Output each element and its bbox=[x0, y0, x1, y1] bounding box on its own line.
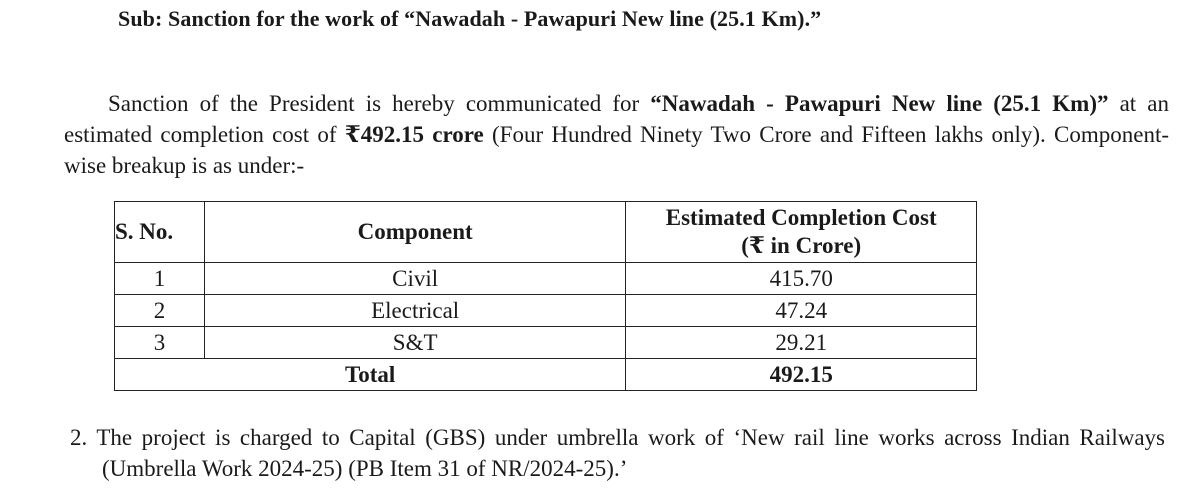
row-component: Civil bbox=[204, 263, 625, 295]
row-component: S&T bbox=[204, 327, 625, 359]
total-value: 492.15 bbox=[626, 359, 977, 391]
header-component: Component bbox=[204, 202, 625, 263]
table-row bbox=[115, 327, 977, 359]
cost-breakup-table bbox=[114, 201, 977, 391]
table-header-row bbox=[115, 202, 977, 263]
sanction-amount: ₹492.15 crore bbox=[344, 122, 484, 147]
paragraph-end: (Four Hundred Ninety Two Crore and Fifteen lakhs only). Component-wise breakup is as under:- bbox=[64, 122, 1169, 178]
row-sno: 3 bbox=[115, 327, 205, 359]
project-name: “Nawadah - Pawapuri New line (25.1 Km)” bbox=[650, 91, 1109, 116]
sanction-paragraph bbox=[64, 88, 1169, 181]
paragraph-mid: at an estimated completion cost of bbox=[64, 91, 1169, 147]
row-component: Electrical bbox=[204, 295, 625, 327]
table-row bbox=[115, 263, 977, 295]
subject-line: Sub: Sanction for the work of “Nawadah - Pawapuri New line (25.1 Km).” bbox=[118, 6, 822, 31]
header-cost-line1: Estimated Completion Cost bbox=[665, 205, 937, 230]
header-sno: S. No. bbox=[115, 202, 205, 263]
row-cost: 29.21 bbox=[626, 327, 977, 359]
header-cost bbox=[626, 202, 977, 263]
row-sno: 2 bbox=[115, 295, 205, 327]
row-cost: 415.70 bbox=[626, 263, 977, 295]
table-total-row bbox=[115, 359, 977, 391]
row-sno: 1 bbox=[115, 263, 205, 295]
table-row bbox=[115, 295, 977, 327]
header-cost-line2: (₹ in Crore) bbox=[741, 233, 862, 258]
total-label: Total bbox=[115, 359, 626, 391]
point-2-paragraph: 2. The project is charged to Capital (GBS) under umbrella work of ‘New rail line works across Indian Railways (Umbrella Work 2024-25) (PB Item 31 of NR/2024-25).’ bbox=[70, 425, 1165, 481]
paragraph-intro: Sanction of the President is hereby communicated for bbox=[108, 91, 651, 116]
row-cost: 47.24 bbox=[626, 295, 977, 327]
